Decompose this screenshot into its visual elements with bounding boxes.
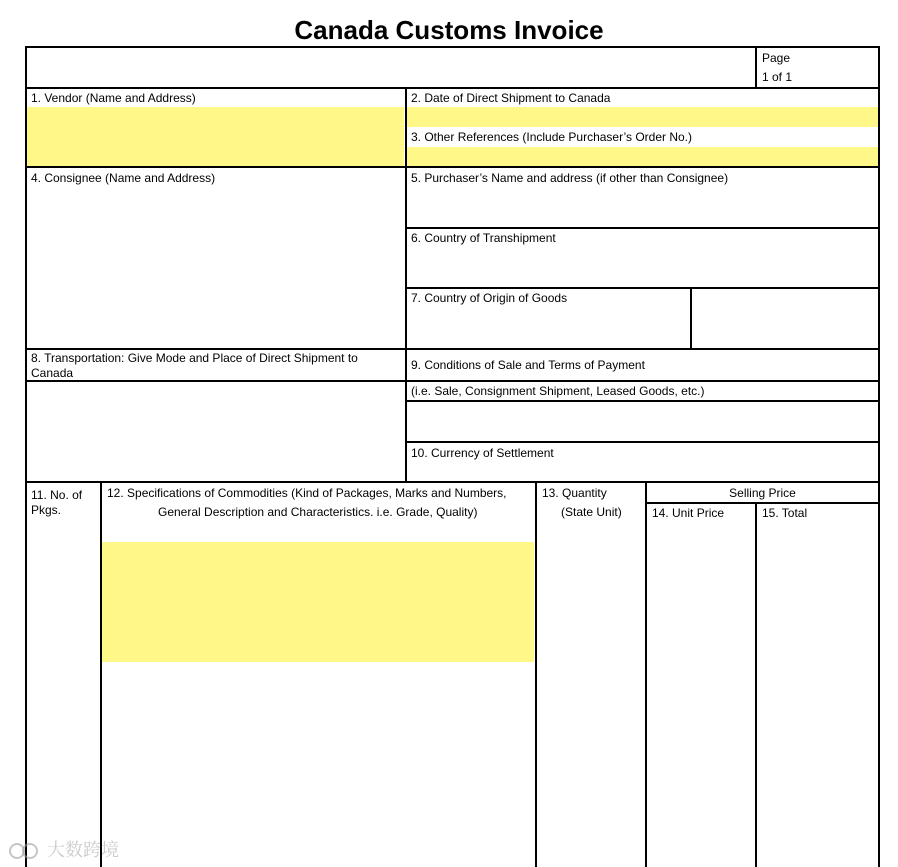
date-shipment-input[interactable]	[407, 107, 878, 127]
rule	[645, 502, 880, 504]
rule	[25, 481, 880, 483]
rule	[25, 166, 880, 168]
vendor-label: 1. Vendor (Name and Address)	[31, 91, 196, 105]
rule	[645, 481, 647, 867]
watermark-logo-icon	[8, 840, 47, 860]
rule	[755, 502, 757, 867]
rule	[405, 287, 880, 289]
total-label: 15. Total	[762, 506, 808, 520]
currency-label: 10. Currency of Settlement	[411, 446, 554, 460]
rule	[755, 46, 757, 89]
rule	[405, 87, 407, 483]
conditions-label: 9. Conditions of Sale and Terms of Payment	[411, 358, 645, 372]
specs-label-line1: 12. Specifications of Commodities (Kind of Packages, Marks and Numbers,	[107, 486, 507, 500]
rule	[405, 400, 880, 402]
frame-left	[25, 46, 27, 867]
specs-label-line2: General Description and Characteristics. i.e. Grade, Quality)	[158, 505, 478, 519]
conditions-note: (i.e. Sale, Consignment Shipment, Leased Goods, etc.)	[411, 384, 705, 398]
transhipment-label: 6. Country of Transhipment	[411, 231, 556, 245]
transportation-label: 8. Transportation: Give Mode and Place of Direct Shipment to Canada	[31, 351, 358, 380]
page-label: Page	[762, 51, 791, 65]
pkgs-label: 11. No. of Pkgs.	[31, 488, 83, 517]
rule	[100, 481, 102, 867]
unit-price-label: 14. Unit Price	[652, 506, 725, 520]
quantity-unit-label: (State Unit)	[561, 505, 622, 519]
page-number: 1 of 1	[762, 70, 793, 84]
vendor-input[interactable]	[27, 107, 404, 166]
rule	[405, 441, 880, 443]
rule	[25, 87, 880, 89]
rule	[690, 287, 692, 350]
selling-price-label: Selling Price	[729, 486, 796, 500]
document-title: Canada Customs Invoice	[294, 15, 604, 45]
date-shipment-label: 2. Date of Direct Shipment to Canada	[411, 91, 611, 105]
other-refs-label: 3. Other References (Include Purchaser’s Order No.)	[411, 130, 693, 144]
purchaser-label: 5. Purchaser’s Name and address (if other than Consignee)	[411, 171, 729, 185]
rule	[25, 348, 880, 350]
watermark-text: 大数跨境	[47, 840, 120, 860]
origin-label: 7. Country of Origin of Goods	[411, 291, 568, 305]
watermark	[8, 836, 128, 864]
rule	[535, 481, 537, 867]
frame-right	[878, 46, 880, 867]
rule	[405, 227, 880, 229]
frame-top	[25, 46, 880, 48]
specs-input[interactable]	[102, 542, 534, 662]
consignee-label: 4. Consignee (Name and Address)	[31, 171, 216, 185]
quantity-label: 13. Quantity	[542, 486, 607, 500]
other-refs-input[interactable]	[407, 147, 878, 166]
